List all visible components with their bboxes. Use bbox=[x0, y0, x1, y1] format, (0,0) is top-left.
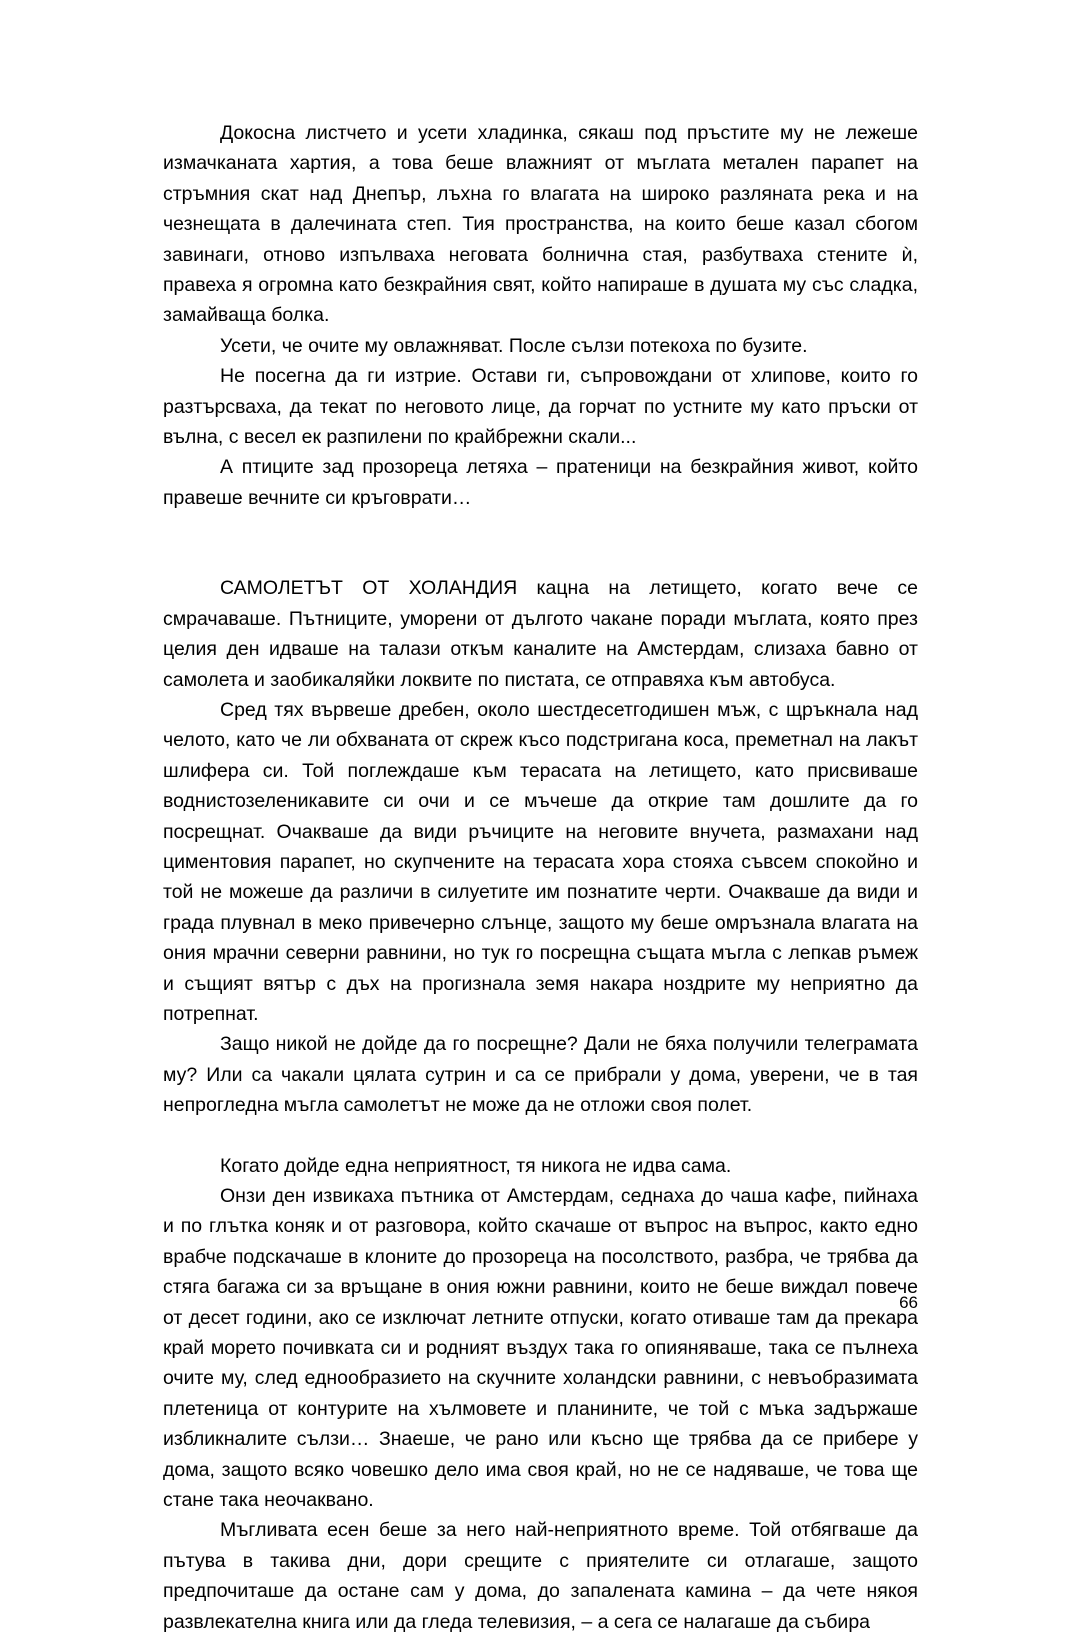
paragraph: Когато дойде една неприятност, тя никога не идва сама. bbox=[220, 1154, 732, 1177]
paragraph: САМОЛЕТЪТ ОТ ХОЛАНДИЯ кацна на летището, когато вече се смрачаваше. Пътниците, уморени от дългото чакане поради мъглата, която през целия ден идваше на талази откъм каналите на Амстердам, слизаха бавно от самолета и заобикаляйки локвите по пистата, се отправяха към автобуса. bbox=[163, 577, 918, 691]
paragraph: Не посегна да ги изтрие. Остави ги, съпровождани от хлипове, които го разтърсваха, да текат по неговото лице, да горчат по устните му като пръски от вълна, с весел ек разпилени по крайбрежни скали... bbox=[163, 365, 918, 449]
paragraph: Докосна листчето и усети хладинка, сякаш под пръстите му не лежеше измачканата хартия, а това беше влажният от мъглата метален парапет на стръмния скат над Днепър, лъхна го влагата на широко разляната река и на чезнещата в далечината степ. Тия пространства, на които беше казал сбогом завинаги, отново изпълваха неговата болнична стая, разбутваха стените ѝ, правеха я огромна като безкрайния свят, който напираше в душата му със сладка, замайваща болка. bbox=[163, 122, 918, 327]
paragraph: А птиците зад прозореца летяха – пратеници на безкрайния живот, който правеше вечните си кръговрати… bbox=[163, 456, 918, 509]
paragraph: Усети, че очите му овлажняват. После сълзи потекоха по бузите. bbox=[220, 334, 808, 357]
section-break bbox=[163, 513, 918, 573]
paragraph-break bbox=[163, 1121, 918, 1151]
paragraph: Онзи ден извикаха пътника от Амстердам, седнаха до чаша кафе, пийнаха и по глътка коняк и от разговора, който скачаше от въпрос на въпрос, както едно врабче подскачаше в клоните до прозореца на посолството, разбра, че трябва да стяга багажа си за връщане в ония южни равнини, които не беше виждал повече от десет години, ако се изключат летните отпуски, когато отиваше там да прекара край морето почивката си и родният въздух така го опияняваше, така се пълнеха очите му, след еднообразието на скучните холандски равнини, с невъобразимата плетеница от контурите на хълмовете и планините, че той с мъка задържаше избликналите сълзи… Знаеше, че рано или късно ще трябва да се прибере у дома, защото всяко човешко дело има своя край, но не се надяваше, че това ще стане така неочаквано. bbox=[163, 1185, 918, 1512]
paragraph: Сред тях вървеше дребен, около шестдесетгодишен мъж, с щръкнала над челото, като че ли обхваната от скреж късо подстригана коса, преметнал на лакът шлифера си. Той поглеждаше към терасата на летището, като присвиваше воднистозеленикавите си очи и се мъчеше да открие там дошлите да го посрещнат. Очакваше да види ръчиците на неговите внучета, размахани над циментовия парапет, но скупчените на терасата хора стояха съвсем спокойно и той не можеше да различи в силуетите им познатите черти. Очакваше да види и града плувнал в меко привечерно слънце, защото му беше омръзнала влагата на ония мрачни северни равнини, но тук го посрещна същата мъгла с лепкав ръмеж и същият вятър с дъх на прогизнала земя накара ноздрите му неприятно да потрепнат. bbox=[163, 698, 918, 1025]
page-text-body bbox=[163, 118, 918, 1637]
page-number: 66 bbox=[899, 1293, 918, 1312]
paragraph: Защо никой не дойде да го посрещне? Дали не бяха получили телеграмата му? Или са чакали цялата сутрин и са се прибрали у дома, уверени, че в тая непрогледна мъгла самолетът не може да не отложи своя полет. bbox=[163, 1033, 918, 1117]
paragraph: Мъгливата есен беше за него най-неприятното време. Той отбягваше да пътува в такива дни, дори срещите с приятелите си отлагаше, защото предпочиташе да остане сам у дома, до запалената камина – да чете някоя развлекателна книга или да гледа телевизия, – а сега се налагаше да събира bbox=[163, 1519, 918, 1633]
